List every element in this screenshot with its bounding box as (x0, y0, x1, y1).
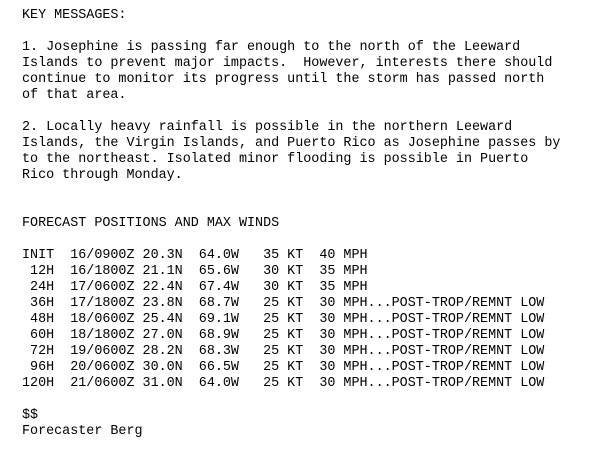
forecast-row: 36H 17/1800Z 23.8N 68.7W 25 KT 30 MPH...POST-TROP/REMNT LOW (22, 296, 545, 311)
spacer (22, 24, 607, 40)
forecast-row: 12H 16/1800Z 21.1N 65.6W 30 KT 35 MPH (22, 264, 368, 279)
key-message-1-line: of that area. (22, 88, 127, 103)
key-message-2 (22, 120, 607, 184)
key-message-2-line: to the northeast. Isolated minor flooding is possible in Puerto (22, 152, 529, 167)
end-marker: $$ (22, 408, 39, 423)
key-message-2-line: 2. Locally heavy rainfall is possible in the northern Leeward (22, 120, 513, 135)
key-message-1-line: Islands to prevent major impacts. However, interests there should (22, 56, 553, 71)
spacer (22, 200, 607, 216)
forecast-table (22, 248, 607, 392)
forecast-row: 60H 18/1800Z 27.0N 68.9W 25 KT 30 MPH...POST-TROP/REMNT LOW (22, 328, 545, 343)
key-message-1-line: 1. Josephine is passing far enough to the north of the Leeward (22, 40, 521, 55)
forecast-row: 24H 17/0600Z 22.4N 67.4W 30 KT 35 MPH (22, 280, 368, 295)
forecaster-signature: Forecaster Berg (22, 424, 143, 439)
key-message-2-line: Islands, the Virgin Islands, and Puerto Rico as Josephine passes by (22, 136, 561, 151)
key-messages-heading: KEY MESSAGES: (22, 8, 127, 23)
forecast-heading: FORECAST POSITIONS AND MAX WINDS (22, 216, 280, 231)
forecast-row: 72H 19/0600Z 28.2N 68.3W 25 KT 30 MPH...POST-TROP/REMNT LOW (22, 344, 545, 359)
key-message-1 (22, 40, 607, 104)
forecast-row: 120H 21/0600Z 31.0N 64.0W 25 KT 30 MPH...POST-TROP/REMNT LOW (22, 376, 545, 391)
spacer (22, 232, 607, 248)
spacer (22, 104, 607, 120)
forecast-row: 96H 20/0600Z 30.0N 66.5W 25 KT 30 MPH...POST-TROP/REMNT LOW (22, 360, 545, 375)
spacer (22, 184, 607, 200)
key-message-2-line: Rico through Monday. (22, 168, 183, 183)
forecast-row: INIT 16/0900Z 20.3N 64.0W 35 KT 40 MPH (22, 248, 368, 263)
spacer (22, 392, 607, 408)
forecast-row: 48H 18/0600Z 25.4N 69.1W 25 KT 30 MPH...POST-TROP/REMNT LOW (22, 312, 545, 327)
key-message-1-line: continue to monitor its progress until the storm has passed north (22, 72, 545, 87)
